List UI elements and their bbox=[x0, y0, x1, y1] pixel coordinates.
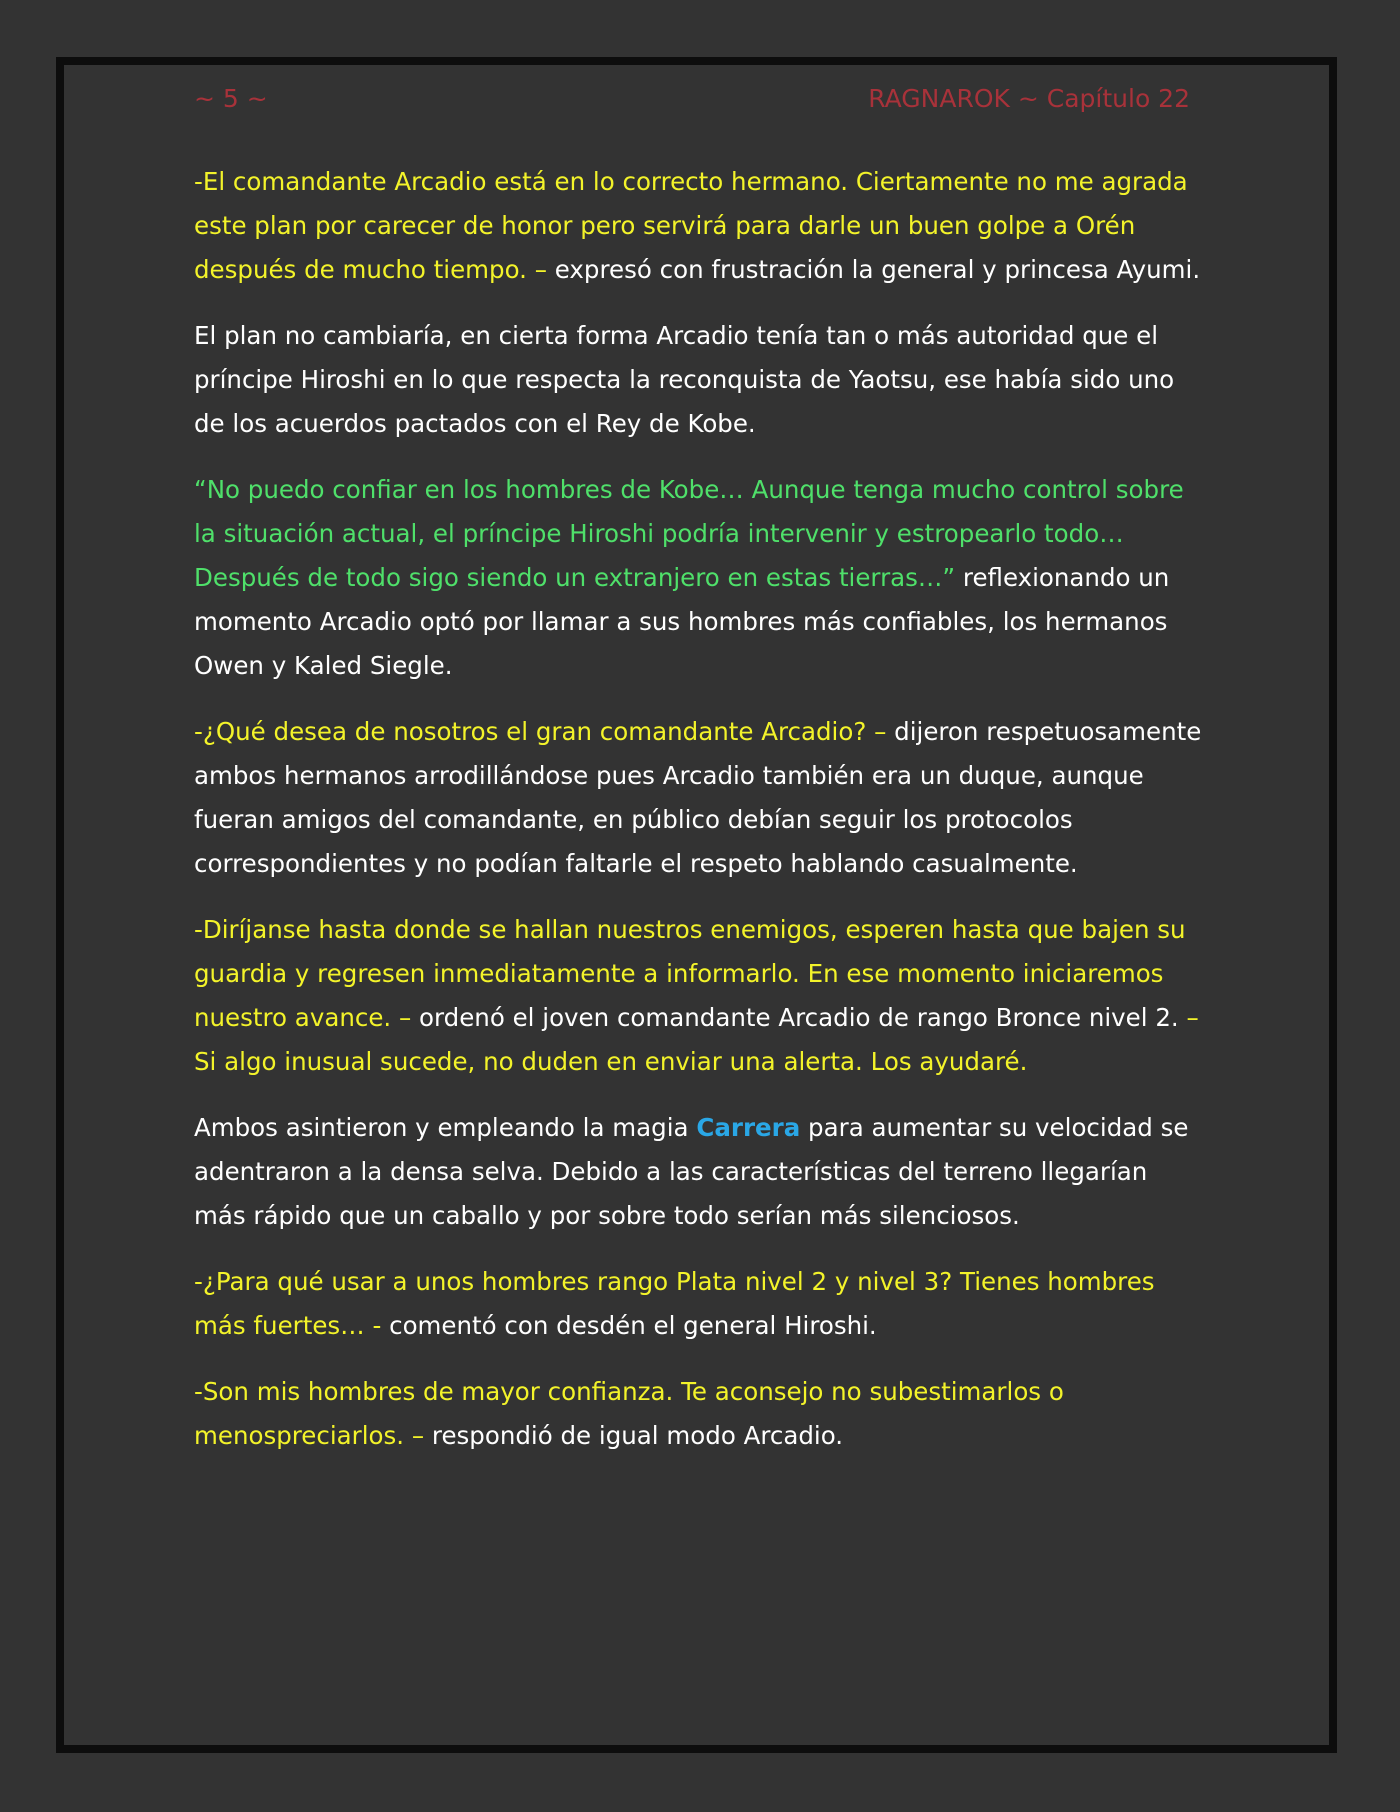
paragraph bbox=[194, 1370, 1204, 1458]
chapter-text bbox=[194, 160, 1204, 1480]
narration-text: expresó con frustración la general y princesa Ayumi. bbox=[554, 255, 1201, 284]
dialogue-text: -El comandante Arcadio está en lo correcto hermano. Ciertamente no me agrada este plan por carecer de honor pero servirá para darle un buen golpe a Orén después de mucho tiempo. – bbox=[194, 167, 1188, 284]
dialogue-text: -¿Para qué usar a unos hombres rango Plata nivel 2 y nivel 3? Tienes hombres más fuertes… - bbox=[194, 1267, 1155, 1340]
narration-text: Ambos asintieron y empleando la magia bbox=[194, 1113, 697, 1142]
narration-text: reflexionando un momento Arcadio optó por llamar a sus hombres más confiables, los hermanos Owen y Kaled Siegle. bbox=[194, 563, 1170, 680]
paragraph bbox=[194, 314, 1204, 446]
narration-text: respondió de igual modo Arcadio. bbox=[431, 1421, 844, 1450]
narration-text: comentó con desdén el general Hiroshi. bbox=[389, 1311, 877, 1340]
thought-text: “No puedo confiar en los hombres de Kobe… Aunque tenga mucho control sobre la situación actual, el príncipe Hiroshi podría intervenir y estropearlo todo… Después de todo sigo siendo un extranjero en estas tierras…” bbox=[194, 475, 1184, 592]
dialogue-text: -¿Qué desea de nosotros el gran comandante Arcadio? – bbox=[194, 717, 895, 746]
magic-name: Carrera bbox=[696, 1113, 801, 1142]
paragraph bbox=[194, 160, 1204, 292]
paragraph bbox=[194, 908, 1204, 1084]
paragraph bbox=[194, 710, 1204, 886]
page-number: ~ 5 ~ bbox=[194, 84, 268, 113]
narration-text: ordenó el joven comandante Arcadio de rango Bronce nivel 2. bbox=[419, 1003, 1187, 1032]
narration-text: para aumentar su velocidad se adentraron a la densa selva. Debido a las características del terreno llegarían más rápido que un caballo y por sobre todo serían más silenciosos. bbox=[194, 1113, 1189, 1230]
narration-text: dijeron respetuosamente ambos hermanos arrodillándose pues Arcadio también era un duque, aunque fueran amigos del comandante, en público debían seguir los protocolos correspondientes y no podían faltarle el respeto hablando casualmente. bbox=[194, 717, 1202, 878]
paragraph bbox=[194, 1260, 1204, 1348]
page-header bbox=[194, 84, 1190, 124]
narration-text: El plan no cambiaría, en cierta forma Arcadio tenía tan o más autoridad que el príncipe Hiroshi en lo que respecta la reconquista de Yaotsu, ese había sido uno de los acuerdos pactados con el Rey de Kobe. bbox=[194, 321, 1175, 438]
paragraph bbox=[194, 1106, 1204, 1238]
paragraph bbox=[194, 468, 1204, 688]
dialogue-text: -Son mis hombres de mayor confianza. Te aconsejo no subestimarlos o menospreciarlos. – bbox=[194, 1377, 1064, 1450]
dialogue-text: – Si algo inusual sucede, no duden en enviar una alerta. Los ayudaré. bbox=[194, 1003, 1199, 1076]
chapter-title: RAGNAROK ~ Capítulo 22 bbox=[868, 84, 1190, 113]
dialogue-text: -Diríjanse hasta donde se hallan nuestros enemigos, esperen hasta que bajen su guardia y regresen inmediatamente a informarlo. En ese momento iniciaremos nuestro avance. – bbox=[194, 915, 1186, 1032]
